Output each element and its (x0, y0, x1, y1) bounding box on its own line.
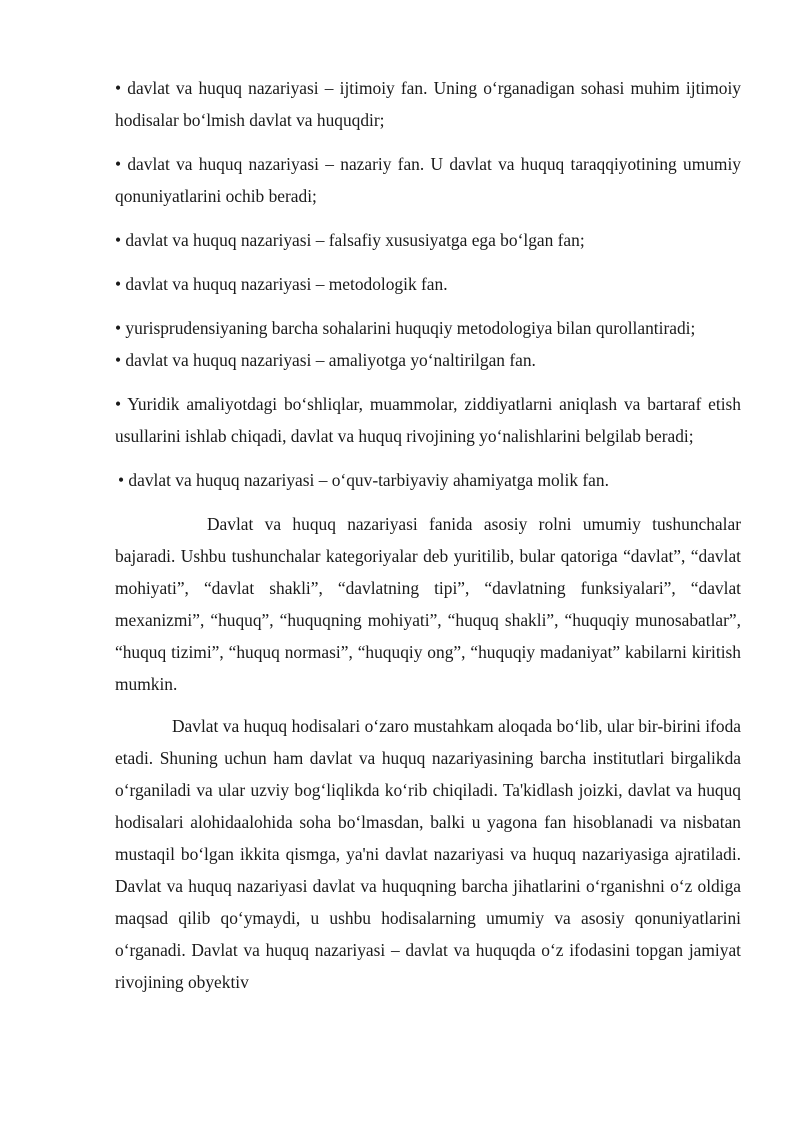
bullet-educational-science: • davlat va huquq nazariyasi – o‘quv-tarbiyaviy ahamiyatga molik fan. (118, 470, 609, 490)
bullet-methodological-science: • davlat va huquq nazariyasi – metodologik fan. (115, 274, 448, 294)
bullet-philosophical-science: • davlat va huquq nazariyasi – falsafiy xususiyatga ega bo‘lgan fan; (115, 230, 585, 250)
paragraph-categories: Davlat va huquq nazariyasi fanida asosiy rolni umumiy tushunchalar bajaradi. Ushbu tushunchalar kategoriyalar deb yuritilib, bular qatoriga “davlat”, “davlat mohiyati”, “davlat shakli”, “davlatning tipi”, “davlatning funksiyalari”, “davlat mexanizmi”, “huquq”, “huquqning mohiyati”, “huquq shakli”, “huquqiy munosabatlar”, “huquq tizimi”, “huquq normasi”, “huquqiy ong”, “huquqiy madaniyat” kabilarni kiritish mumkin. (115, 514, 741, 694)
bullet-legal-practice: • Yuridik amaliyotdagi bo‘shliqlar, muammolar, ziddiyatlarni aniqlash va bartaraf etish usullarini ishlab chiqadi, davlat va huquq rivojining yo‘nalishlarini belgilab beradi; (115, 394, 741, 446)
bullet-theoretical-science: • davlat va huquq nazariyasi – nazariy fan. U davlat va huquq taraqqiyotining umumiy qonuniyatlarini ochib beradi; (115, 154, 741, 206)
document-page (115, 72, 741, 998)
bullet-practice-oriented: • davlat va huquq nazariyasi – amaliyotga yo‘naltirilgan fan. (115, 350, 536, 370)
bullet-social-science: • davlat va huquq nazariyasi – ijtimoiy fan. Uning o‘rganadigan sohasi muhim ijtimoiy hodisalar bo‘lmish davlat va huquqdir; (115, 78, 741, 130)
bullet-jurisprudence-methodology: • yurisprudensiyaning barcha sohalarini huquqiy metodologiya bilan qurollantiradi; (115, 318, 696, 338)
paragraph-state-and-law: Davlat va huquq hodisalari o‘zaro mustahkam aloqada bo‘lib, ular bir-birini ifoda etadi. Shuning uchun ham davlat va huquq nazariyasining barcha institutlari birgalikda o‘rganiladi va ular uzviy bog‘liqlikda ko‘rib chiqiladi. Ta'kidlash joizki, davlat va huquq hodisalari alohidaalohida soha bo‘lmasdan, balki u yagona fan hisoblanadi va nisbatan mustaqil bo‘lgan ikkita qismga, ya'ni davlat nazariyasi va huquq nazariyasiga ajratiladi. Davlat va huquq nazariyasi davlat va huquqning barcha jihatlarini o‘rganishni o‘z oldiga maqsad qilib qo‘ymaydi, u ushbu hodisalarning umumiy va asosiy qonuniyatlarini o‘rganadi. Davlat va huquq nazariyasi – davlat va huquqda o‘z ifodasini topgan jamiyat rivojining obyektiv (115, 716, 741, 992)
